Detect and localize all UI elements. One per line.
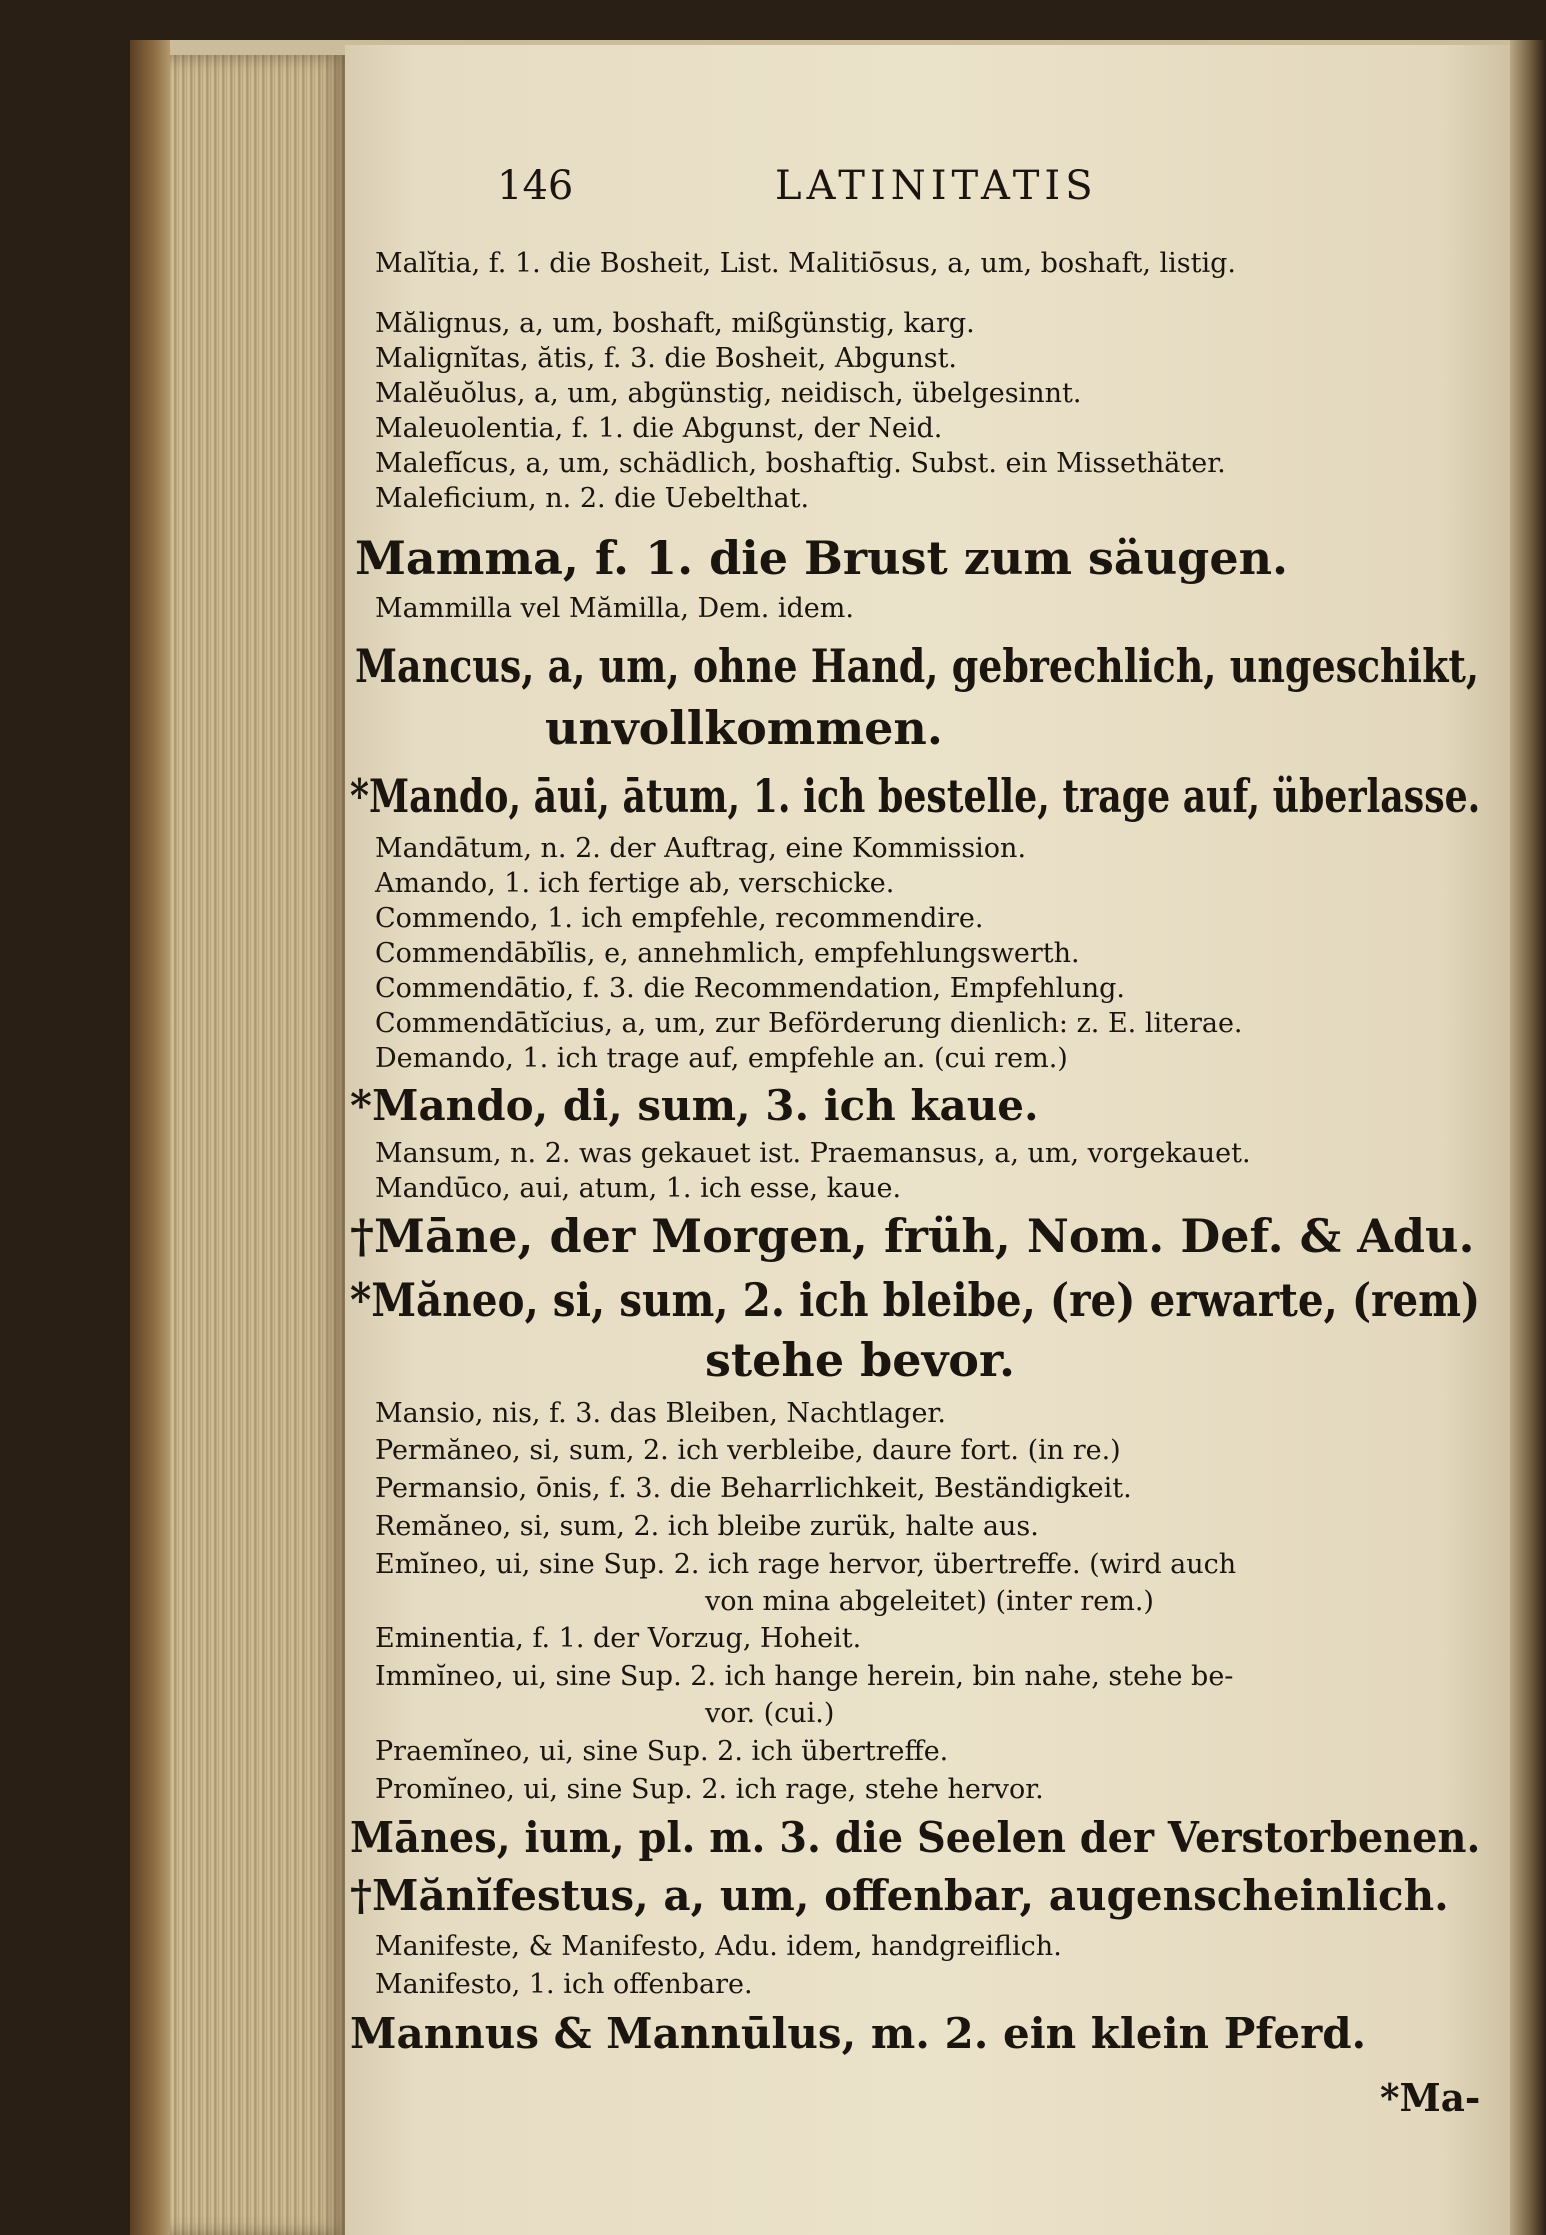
entry-line: Mansio, nis, f. 3. das Bleiben, Nachtlager. (375, 1398, 946, 1429)
entry-line: Malĭtia, f. 1. die Bosheit, List. Malitiōsus, a, um, boshaft, listig. (375, 248, 1236, 279)
entry-line: Promĭneo, ui, sine Sup. 2. ich rage, stehe hervor. (375, 1774, 1044, 1805)
entry-line: Malĕuŏlus, a, um, abgünstig, neidisch, übelgesinnt. (375, 378, 1082, 409)
page-header (345, 163, 1510, 223)
entry-line: Commendātĭcius, a, um, zur Beförderung dienlich: z. E. literae. (375, 1008, 1243, 1039)
entry-line: Amando, 1. ich fertige ab, verschicke. (375, 868, 895, 899)
headword-line: †Mănĭfestus, a, um, offenbar, augenscheinlich. (350, 1871, 1449, 1920)
gutter-edge (1510, 40, 1546, 2235)
entry-line: Eminentia, f. 1. der Vorzug, Hoheit. (375, 1623, 862, 1654)
entry-line: Mansum, n. 2. was gekauet ist. Praemansus, a, um, vorgekauet. (375, 1138, 1251, 1169)
entry-line: Permăneo, si, sum, 2. ich verbleibe, daure fort. (in re.) (375, 1435, 1121, 1466)
dictionary-page (345, 45, 1510, 2235)
headword-line: *Mando, di, sum, 3. ich kaue. (350, 1081, 1039, 1130)
entry-line: Immĭneo, ui, sine Sup. 2. ich hange herein, bin nahe, stehe be- (375, 1661, 1234, 1692)
headword-line: Mancus, a, um, ohne Hand, gebrechlich, ungeschikt, (355, 639, 1480, 693)
running-title: LATINITATIS (775, 163, 1098, 209)
entry-line: Maleuolentia, f. 1. die Abgunst, der Neid. (375, 413, 943, 444)
headword-line: stehe bevor. (705, 1333, 1016, 1387)
headword-line: *Măneo, si, sum, 2. ich bleibe, (re) erwarte, (rem) (350, 1273, 1481, 1327)
entry-line: Emĭneo, ui, sine Sup. 2. ich rage hervor, übertreffe. (wird auch (375, 1549, 1237, 1580)
entry-line: Commendābĭlis, e, annehmlich, empfehlungswerth. (375, 938, 1080, 969)
headword-line: Mamma, f. 1. die Brust zum säugen. (355, 531, 1289, 585)
entry-line: Demando, 1. ich trage auf, empfehle an. (cui rem.) (375, 1043, 1068, 1074)
entry-line: Malefĭcus, a, um, schädlich, boshaftig. Subst. ein Missethäter. (375, 448, 1226, 479)
entry-line: vor. (cui.) (705, 1698, 835, 1729)
page-number: 146 (497, 163, 574, 209)
entry-line: Mandātum, n. 2. der Auftrag, eine Kommission. (375, 833, 1027, 864)
headword-line: †Māne, der Morgen, früh, Nom. Def. & Adu. (350, 1209, 1475, 1263)
headword-line: Mānes, ium, pl. m. 3. die Seelen der Verstorbenen. (350, 1813, 1481, 1862)
binding-edge (130, 40, 170, 2235)
entry-line: Commendo, 1. ich empfehle, recommendire. (375, 903, 984, 934)
entry-line: Mammilla vel Mămilla, Dem. idem. (375, 593, 854, 624)
catchword: *Ma- (1380, 2075, 1481, 2120)
entry-line: Mălignus, a, um, boshaft, mißgünstig, karg. (375, 308, 975, 339)
entry-line: Manifeste, & Manifesto, Adu. idem, handgreiflich. (375, 1931, 1062, 1962)
headword-line: Mannus & Mannūlus, m. 2. ein klein Pferd. (350, 2009, 1367, 2058)
entry-line: Maleficium, n. 2. die Uebelthat. (375, 483, 810, 514)
headword-line: unvollkommen. (545, 701, 943, 755)
entry-line: Permansio, ōnis, f. 3. die Beharrlichkeit, Beständigkeit. (375, 1473, 1132, 1504)
entry-line: Malignĭtas, ătis, f. 3. die Bosheit, Abgunst. (375, 343, 958, 374)
entry-line: Praemĭneo, ui, sine Sup. 2. ich übertreffe. (375, 1736, 949, 1767)
entry-line: Remăneo, si, sum, 2. ich bleibe zurük, halte aus. (375, 1511, 1039, 1542)
entry-line: Manifesto, 1. ich offenbare. (375, 1969, 753, 2000)
headword-line: *Mando, āui, ātum, 1. ich bestelle, trage auf, überlasse. (350, 769, 1481, 823)
entry-line: von mina abgeleitet) (inter rem.) (705, 1586, 1154, 1617)
entry-line: Commendātio, f. 3. die Recommendation, Empfehlung. (375, 973, 1125, 1004)
entry-line: Mandūco, aui, atum, 1. ich esse, kaue. (375, 1173, 902, 1204)
